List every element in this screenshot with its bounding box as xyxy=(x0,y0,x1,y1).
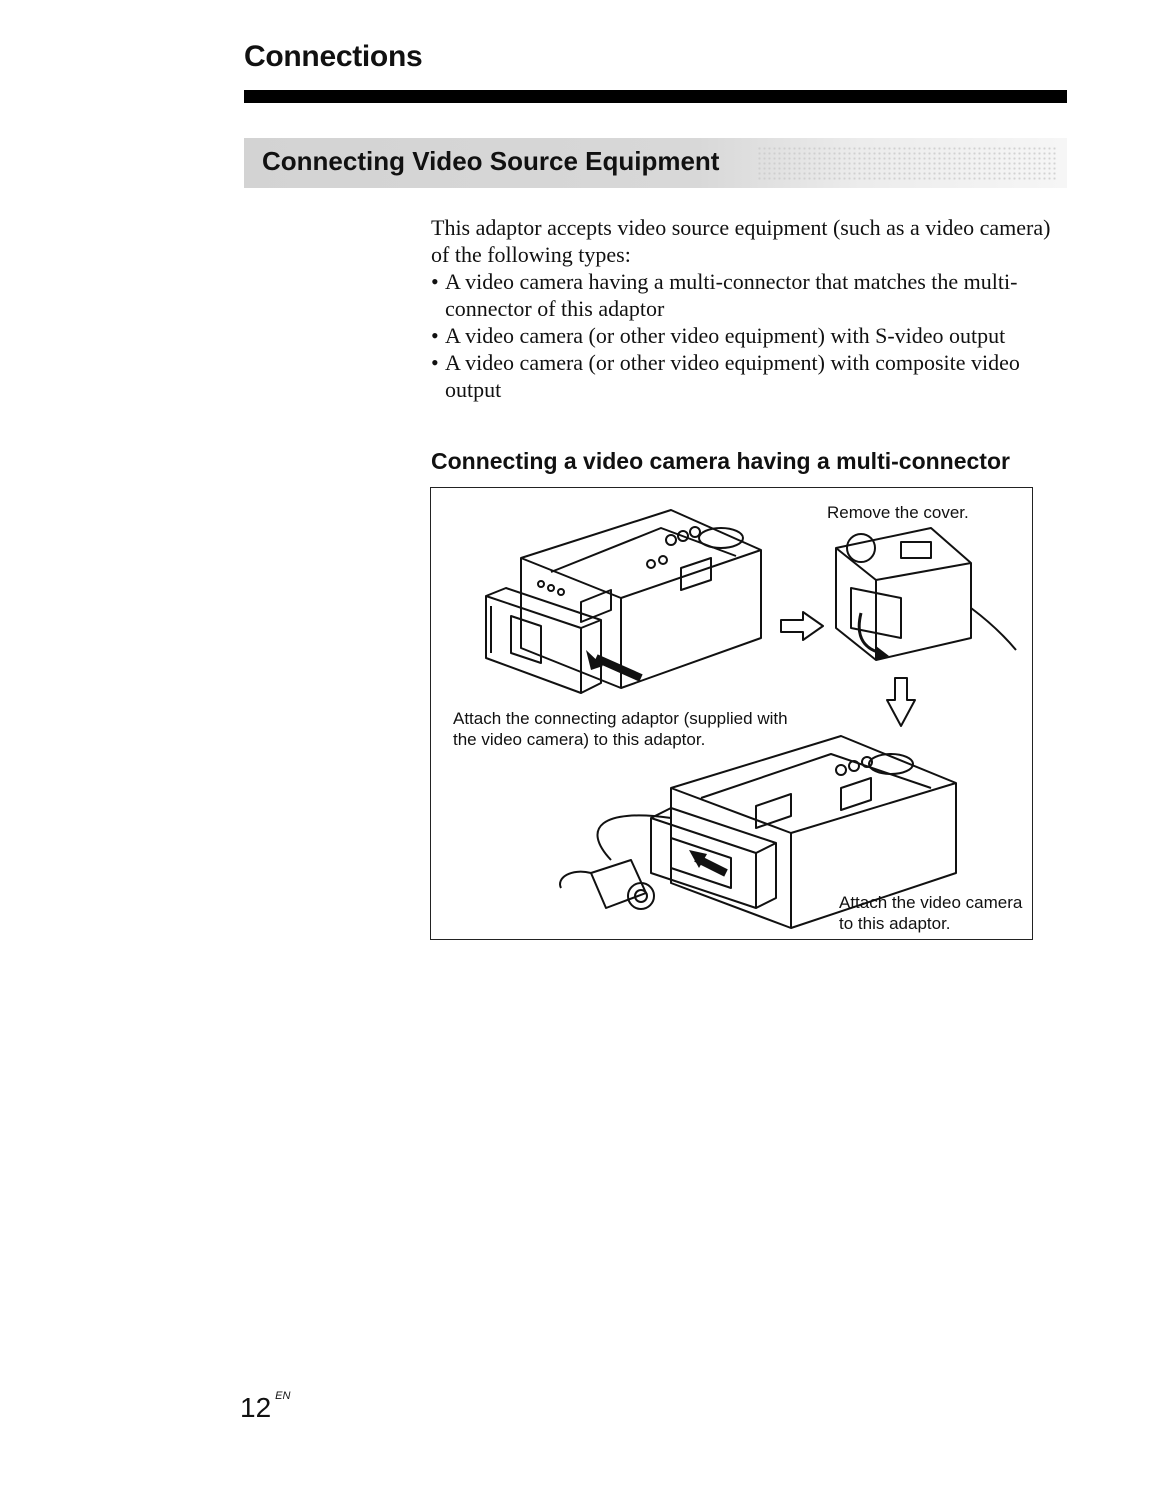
down-arrow-icon xyxy=(887,678,915,726)
bullet-icon: • xyxy=(431,269,439,294)
subsection-title: Connecting a video camera having a multi-connector xyxy=(431,448,1010,474)
connecting-adaptor-icon xyxy=(486,588,601,693)
chapter-rule xyxy=(244,90,1067,103)
section-title: Connecting Video Source Equipment xyxy=(262,146,720,176)
section-band xyxy=(244,138,1067,188)
page-suffix: EN xyxy=(275,1390,291,1402)
lens-unit-icon xyxy=(560,860,654,909)
bullet-item: • A video camera (or other video equipment) with S-video output xyxy=(431,323,1006,348)
bullet-item: • A video camera having a multi-connector that matches the multi-connector of this adaptor xyxy=(431,269,1018,321)
bullet-icon: • xyxy=(431,323,439,348)
connection-figure xyxy=(430,487,1033,940)
chapter-title: Connections xyxy=(244,40,423,73)
body-text xyxy=(431,214,1061,403)
insert-arrow-icon xyxy=(596,658,641,678)
camera-cable-icon xyxy=(598,815,672,860)
bullet-icon: • xyxy=(431,350,439,375)
caption-attach-adaptor: Attach the connecting adaptor (supplied with the video camera) to this adaptor. xyxy=(453,709,788,749)
page-number: 12 $^{EN}$ xyxy=(240,1390,291,1423)
intro-paragraph: This adaptor accepts video source equipment (such as a video camera) of the following types: xyxy=(431,215,1051,267)
caption-remove-cover: Remove the cover. xyxy=(827,503,969,522)
bullet-item: • A video camera (or other video equipment) with composite video output xyxy=(431,350,1020,402)
adaptor-unit-icon xyxy=(521,510,761,688)
band-texture xyxy=(757,146,1057,180)
caption-attach-camera: Attach the video camera to this adaptor. xyxy=(839,893,1023,933)
right-arrow-icon xyxy=(781,612,823,640)
camera-body-icon xyxy=(651,808,776,908)
bullet-list xyxy=(431,268,1061,403)
